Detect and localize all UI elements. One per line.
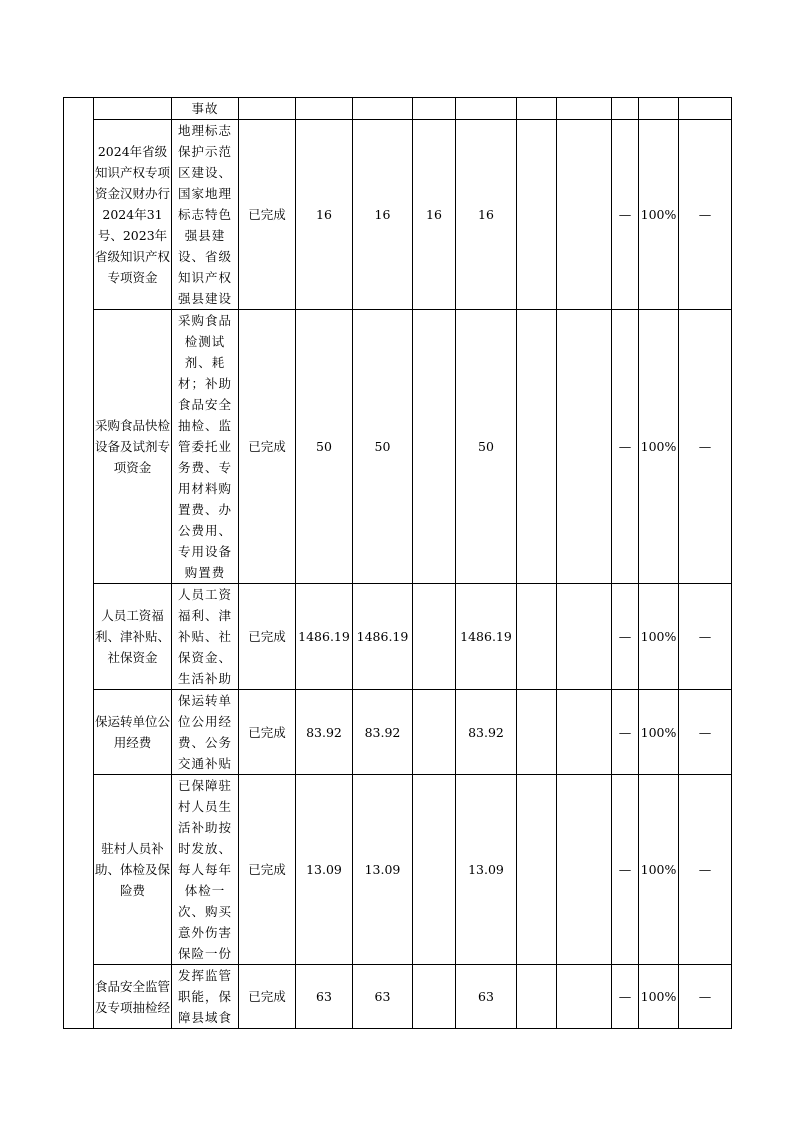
empty-cell xyxy=(517,120,557,310)
amount-cell: 50 xyxy=(456,310,517,584)
amount-cell: 50 xyxy=(353,310,413,584)
project-cell xyxy=(94,98,172,120)
table-row xyxy=(64,690,732,775)
status-cell: 已完成 xyxy=(239,584,296,690)
empty-cell xyxy=(557,965,612,1029)
content-cell: 事故 xyxy=(172,98,239,120)
status-cell xyxy=(239,98,296,120)
rate-cell xyxy=(639,98,679,120)
amount-cell: 13.09 xyxy=(353,775,413,965)
content-cell: 地理标志保护示范区建设、国家地理标志特色强县建设、省级知识产权强县建设 xyxy=(172,120,239,310)
amount-cell xyxy=(296,98,353,120)
table-row xyxy=(64,310,732,584)
amount-cell: 16 xyxy=(353,120,413,310)
dash-cell: — xyxy=(679,775,732,965)
content-cell: 人员工资福利、津补贴、社保资金、生活补助 xyxy=(172,584,239,690)
dash-cell: — xyxy=(612,965,639,1029)
amount-cell: 63 xyxy=(353,965,413,1029)
empty-cell xyxy=(557,690,612,775)
amount-cell: 16 xyxy=(296,120,353,310)
dash-cell: — xyxy=(679,584,732,690)
rate-cell: 100% xyxy=(639,584,679,690)
dash-cell: — xyxy=(679,690,732,775)
empty-cell xyxy=(517,965,557,1029)
amount-cell: 83.92 xyxy=(296,690,353,775)
amount-cell: 1486.19 xyxy=(296,584,353,690)
category-cell xyxy=(64,98,94,1029)
table-row xyxy=(64,965,732,1029)
empty-cell xyxy=(517,310,557,584)
empty-cell xyxy=(557,98,612,120)
empty-cell xyxy=(517,775,557,965)
dash-cell xyxy=(612,98,639,120)
project-cell: 2024年省级知识产权专项资金汉财办行2024年31号、2023年省级知识产权专项资金 xyxy=(94,120,172,310)
status-cell: 已完成 xyxy=(239,310,296,584)
amount-cell xyxy=(413,775,456,965)
content-cell: 保运转单位公用经费、公务交通补贴 xyxy=(172,690,239,775)
dash-cell: — xyxy=(679,120,732,310)
content-cell: 发挥监管职能，保障县域食 xyxy=(172,965,239,1029)
status-cell: 已完成 xyxy=(239,690,296,775)
empty-cell xyxy=(517,584,557,690)
dash-cell: — xyxy=(612,120,639,310)
empty-cell xyxy=(557,310,612,584)
table-row xyxy=(64,98,732,120)
rate-cell: 100% xyxy=(639,965,679,1029)
project-cell: 人员工资福利、津补贴、社保资金 xyxy=(94,584,172,690)
dash-cell: — xyxy=(679,310,732,584)
rate-cell: 100% xyxy=(639,690,679,775)
project-cell: 食品安全监管及专项抽检经 xyxy=(94,965,172,1029)
amount-cell xyxy=(353,98,413,120)
rate-cell: 100% xyxy=(639,310,679,584)
dash-cell: — xyxy=(612,775,639,965)
status-cell: 已完成 xyxy=(239,120,296,310)
table-row xyxy=(64,584,732,690)
amount-cell xyxy=(413,98,456,120)
project-cell: 驻村人员补助、体检及保险费 xyxy=(94,775,172,965)
budget-execution-table xyxy=(63,97,732,1029)
amount-cell xyxy=(413,310,456,584)
amount-cell: 83.92 xyxy=(456,690,517,775)
content-cell: 已保障驻村人员生活补助按时发放、每人每年体检一次、购买意外伤害保险一份 xyxy=(172,775,239,965)
project-cell: 保运转单位公用经费 xyxy=(94,690,172,775)
dash-cell: — xyxy=(612,310,639,584)
amount-cell: 1486.19 xyxy=(456,584,517,690)
status-cell: 已完成 xyxy=(239,965,296,1029)
amount-cell: 16 xyxy=(413,120,456,310)
amount-cell: 13.09 xyxy=(296,775,353,965)
dash-cell xyxy=(679,98,732,120)
amount-cell: 50 xyxy=(296,310,353,584)
table-row xyxy=(64,775,732,965)
dash-cell: — xyxy=(612,584,639,690)
amount-cell: 16 xyxy=(456,120,517,310)
dash-cell: — xyxy=(612,690,639,775)
table-row xyxy=(64,120,732,310)
amount-cell: 1486.19 xyxy=(353,584,413,690)
rate-cell: 100% xyxy=(639,775,679,965)
amount-cell: 83.92 xyxy=(353,690,413,775)
amount-cell: 13.09 xyxy=(456,775,517,965)
amount-cell xyxy=(413,584,456,690)
empty-cell xyxy=(517,690,557,775)
empty-cell xyxy=(557,775,612,965)
empty-cell xyxy=(517,98,557,120)
content-cell: 采购食品检测试剂、耗材；补助食品安全抽检、监管委托业务费、专用材料购置费、办公费用、专用设备购置费 xyxy=(172,310,239,584)
dash-cell: — xyxy=(679,965,732,1029)
empty-cell xyxy=(557,584,612,690)
rate-cell: 100% xyxy=(639,120,679,310)
amount-cell: 63 xyxy=(456,965,517,1029)
amount-cell: 63 xyxy=(296,965,353,1029)
project-cell: 采购食品快检设备及试剂专项资金 xyxy=(94,310,172,584)
amount-cell xyxy=(413,965,456,1029)
empty-cell xyxy=(557,120,612,310)
amount-cell xyxy=(413,690,456,775)
status-cell: 已完成 xyxy=(239,775,296,965)
amount-cell xyxy=(456,98,517,120)
